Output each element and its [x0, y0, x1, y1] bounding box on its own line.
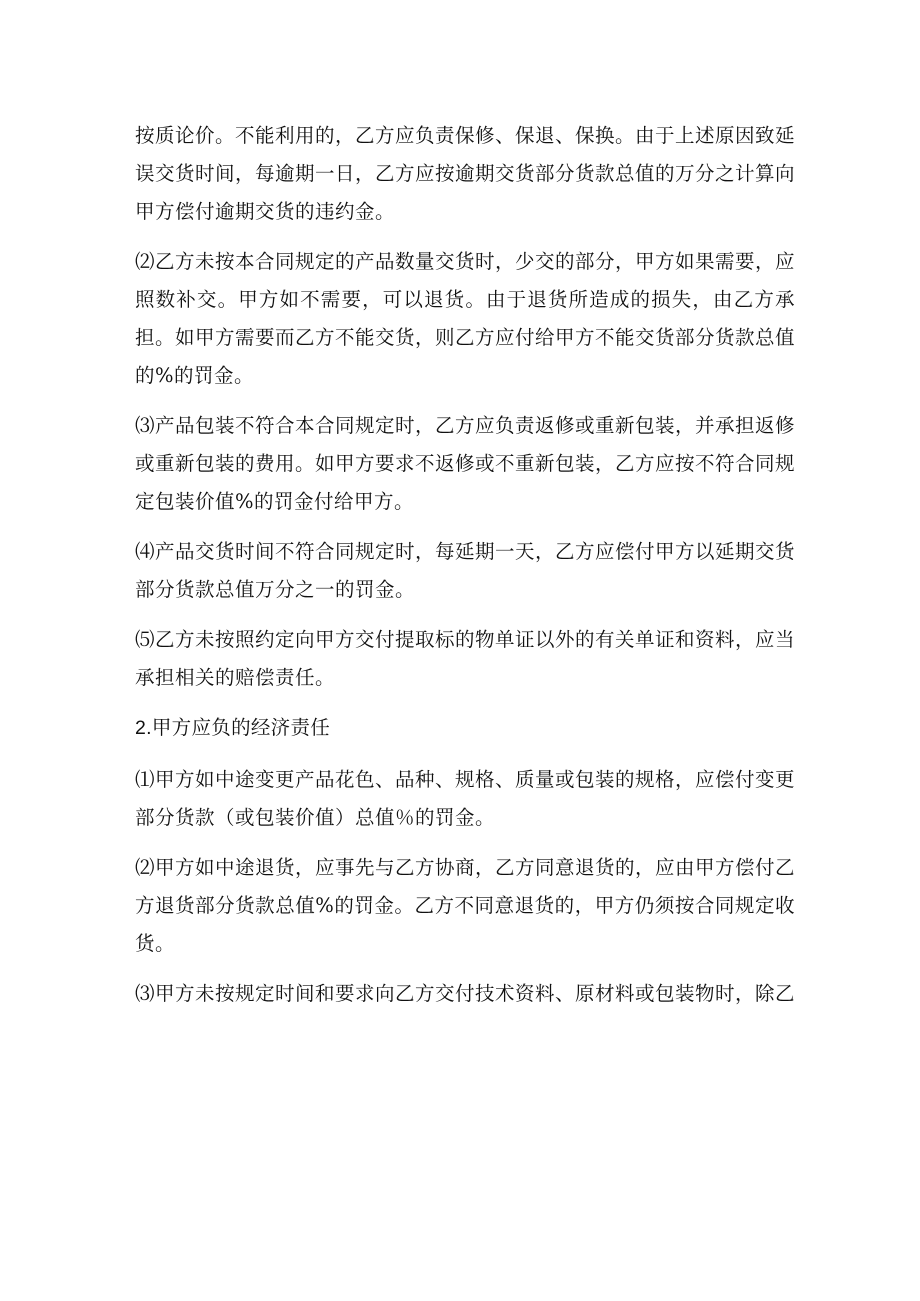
- paragraph-packaging-nonconformity: ⑶产品包装不符合本合同规定时，乙方应负责返修或重新包装，并承担返修或重新包装的费用。如甲方要求不返修或不重新包装，乙方应按不符合同规定包装价值%的罚金付给甲方。: [135, 414, 796, 513]
- paragraph-quality-pricing: 按质论价。不能利用的，乙方应负责保修、保退、保换。由于上述原因致延误交货时间，每逾期一日，乙方应按逾期交货部分货款总值的万分之计算向甲方偿付逾期交货的违约金。: [135, 124, 796, 223]
- paragraph-quantity-shortfall: ⑵乙方未按本合同规定的产品数量交货时，少交的部分，甲方如果需要，应照数补交。甲方如不需要，可以退货。由于退货所造成的损失，由乙方承担。如甲方需要而乙方不能交货，则乙方应付给甲方不能交货部分货款总值的%的罚金。: [135, 250, 796, 387]
- paragraph-delivery-delay: ⑷产品交货时间不符合同规定时，每延期一天，乙方应偿付甲方以延期交货部分货款总值万分之一的罚金。: [135, 540, 796, 601]
- section-heading-party-a-liability: 2.甲方应负的经济责任: [135, 717, 331, 739]
- paragraph-materials-delay: ⑶甲方未按规定时间和要求向乙方交付技术资料、原材料或包装物时，除乙: [135, 982, 796, 1005]
- paragraph-midway-return: ⑵甲方如中途退货，应事先与乙方协商，乙方同意退货的，应由甲方偿付乙方退货部分货款总值%的罚金。乙方不同意退货的，甲方仍须按合同规定收货。: [135, 856, 796, 955]
- paragraph-documents-liability: ⑸乙方未按照约定向甲方交付提取标的物单证以外的有关单证和资料，应当承担相关的赔偿责任。: [135, 628, 796, 689]
- document-body: [135, 117, 795, 1013]
- paragraph-midway-change: ⑴甲方如中途变更产品花色、品种、规格、质量或包装的规格，应偿付变更部分货款（或包装价值）总值％的罚金。: [135, 768, 796, 829]
